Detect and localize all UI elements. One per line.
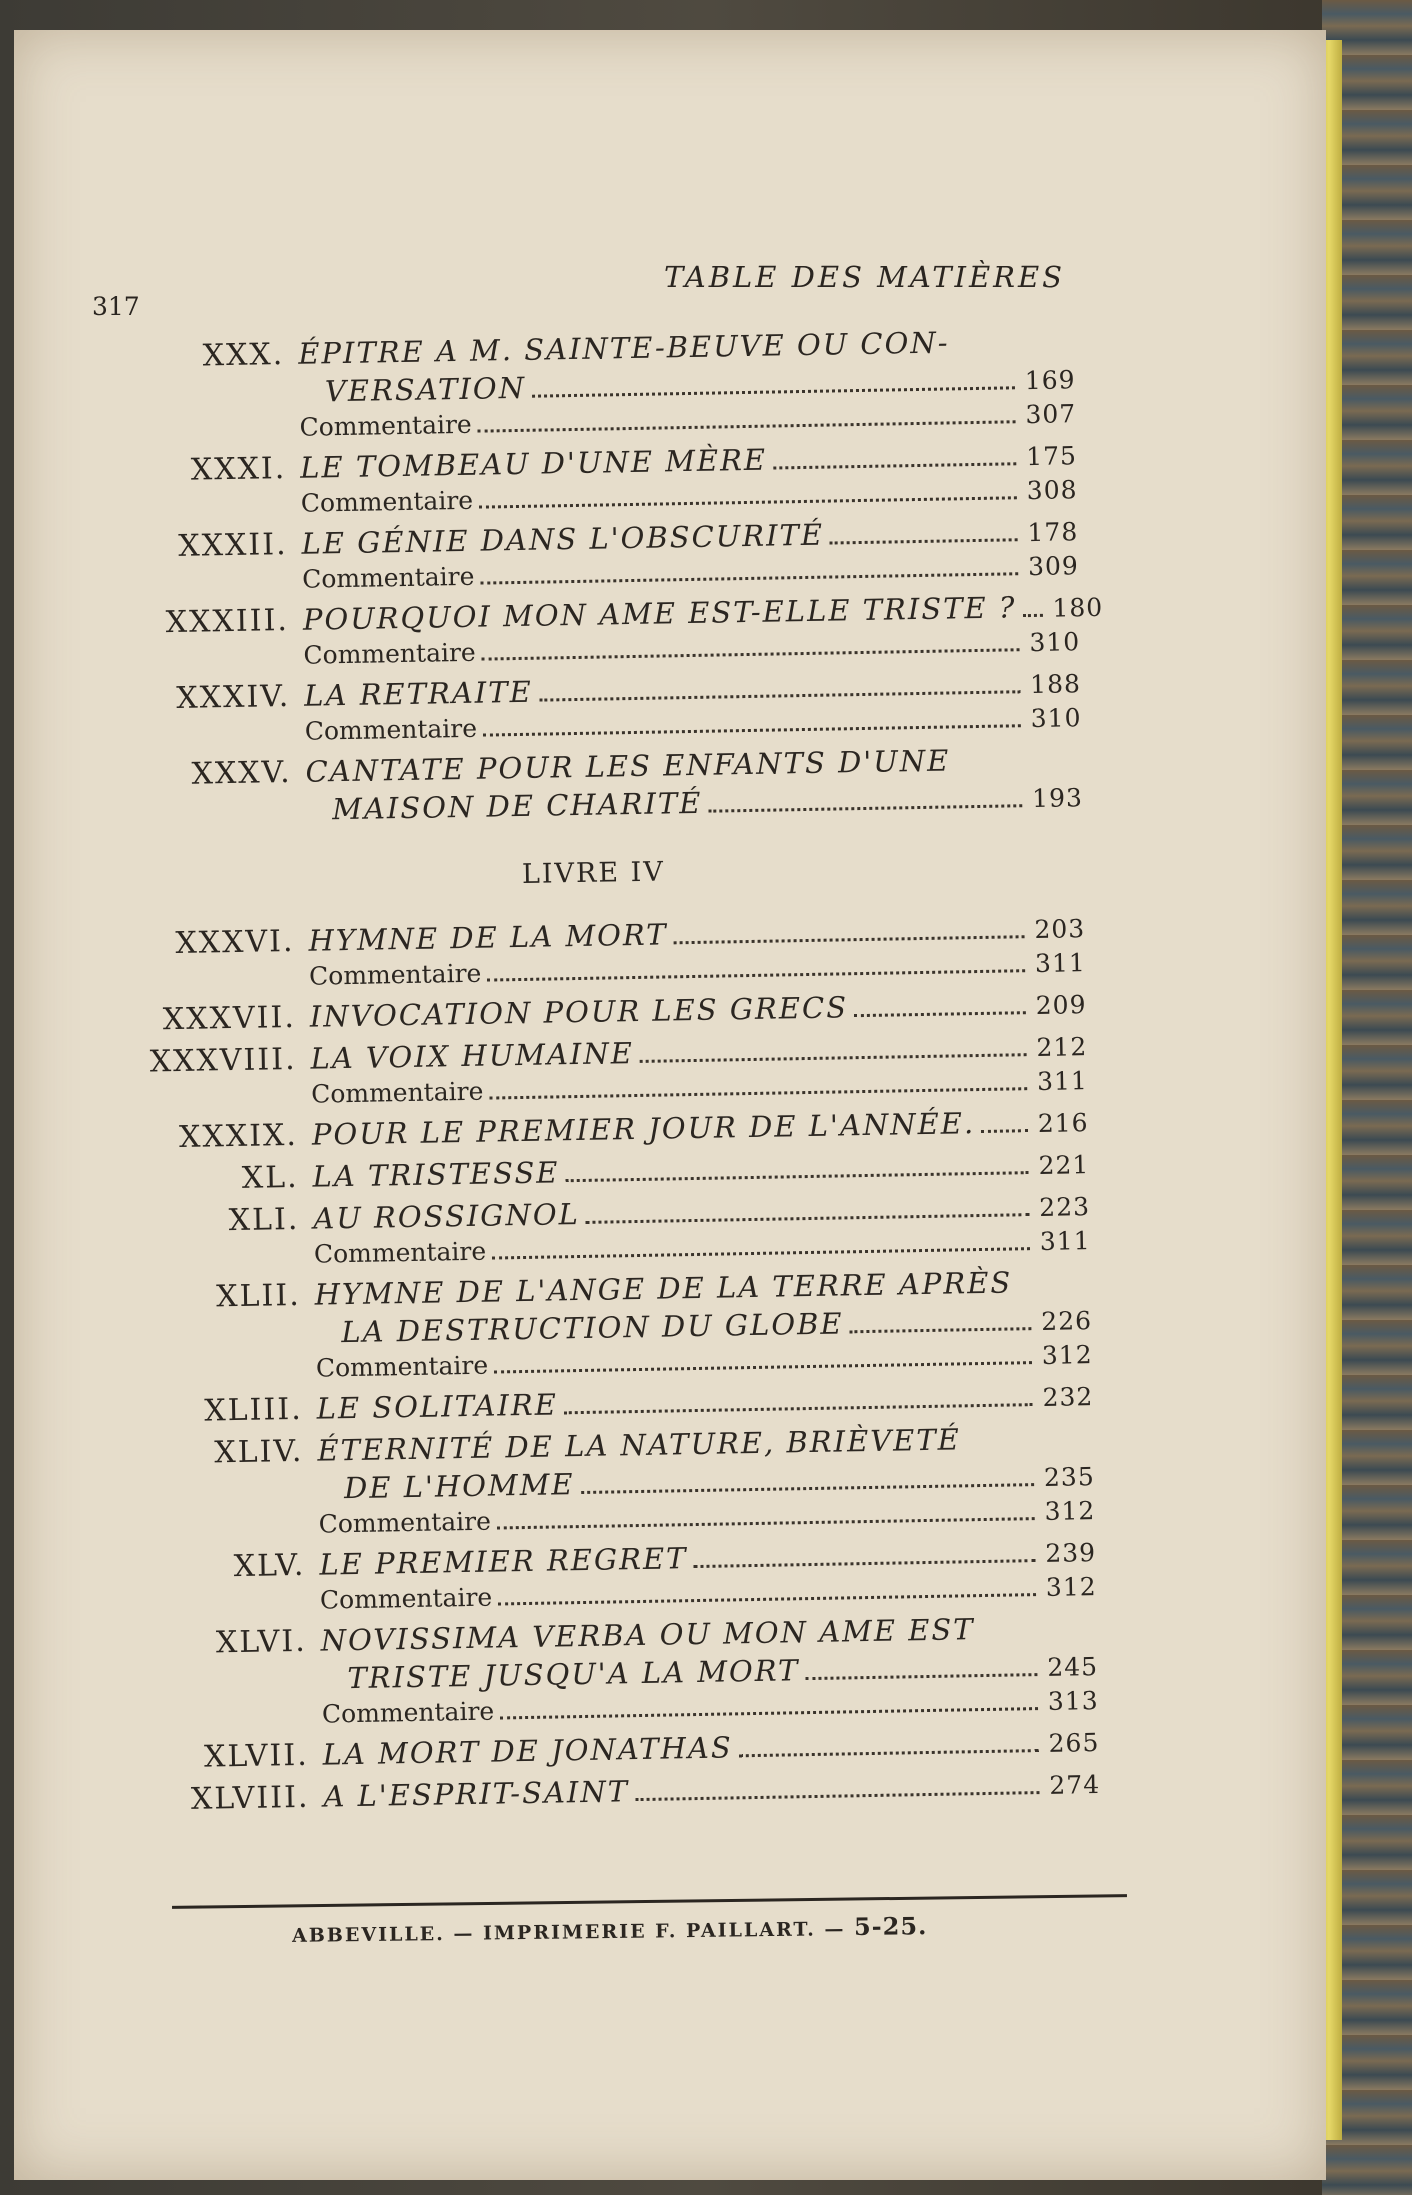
entry-page: 232 [1042,1382,1094,1412]
entry-title: AU ROSSIGNOL [313,1197,581,1236]
entry-title-continuation: TRISTE JUSQU'A LA MORT [347,1653,800,1696]
entry-number: XLI. [228,1201,300,1239]
commentaire-label: Commentaire [308,958,482,991]
spacer [956,768,1111,771]
imprint-date: 5-25. [853,1911,928,1942]
book-page [14,30,1326,2180]
livre-heading: LIVRE IV [521,856,666,890]
entry-number: XXXIV. [176,678,291,716]
entry-number: XXXIX. [178,1117,299,1155]
commentaire-label: Commentaire [319,1582,493,1615]
toc-section-livre-iii [114,323,1122,834]
spacer [981,1637,1127,1640]
spacer [967,1447,1123,1450]
dot-leader [539,690,1020,701]
dot-leader [981,1129,1028,1133]
entry-title: ÉTERNITÉ DE LA NATURE, BRIÈVETÉ [317,1422,962,1468]
commentaire-page: 312 [1044,1496,1096,1526]
imprint-text: ABBEVILLE. — IMPRIMERIE F. PAILLART. — [291,1918,846,1947]
dot-leader [566,1171,1029,1182]
commentaire-label: Commentaire [299,409,472,442]
entry-title: POURQUOI MON AME EST-ELLE TRISTE ? [302,590,1017,637]
entry-title: LE GÉNIE DANS L'OBSCURITÉ [301,517,825,561]
toc-section-livre-iv [124,909,1139,1820]
dot-leader [586,1213,1030,1224]
entry-title: LE SOLITAIRE [316,1387,559,1426]
commentaire-page: 310 [1030,703,1082,734]
entry-title: LE TOMBEAU D'UNE MÈRE [299,442,768,485]
entry-number: XLII. [215,1277,302,1315]
toc-entry [121,740,1122,833]
entry-number: XLIV. [214,1433,304,1471]
entry-title: ÉPITRE A M. SAINTE-BEUVE OU CON- [297,325,950,371]
dot-leader [497,1517,1035,1529]
entry-title: LA RETRAITE [303,674,534,713]
dot-leader [635,1791,1039,1801]
commentaire-page: 308 [1026,475,1078,506]
page-number: 317 [92,292,140,321]
commentaire-label: Commentaire [301,561,475,594]
toc-entry [129,1187,1130,1276]
entry-title-continuation: VERSATION [324,370,527,409]
toc-entry [124,909,1125,998]
commentaire-page: 311 [1039,1226,1091,1256]
commentaire-label: Commentaire [321,1696,495,1729]
toc-entry [120,664,1121,753]
dot-leader [581,1483,1034,1494]
entry-page: 239 [1045,1538,1097,1568]
commentaire-page: 310 [1029,627,1081,658]
footer-rule [172,1894,1127,1909]
entry-title: LA MORT DE JONATHAS [322,1730,733,1772]
entry-page: 178 [1027,517,1079,548]
toc-entry [126,1027,1127,1116]
dot-leader [483,724,1021,736]
entry-page: 235 [1043,1462,1095,1492]
dot-leader [773,462,1016,469]
table-of-contents [114,323,1140,1825]
dot-leader [498,1593,1036,1605]
commentaire-label: Commentaire [310,1076,484,1109]
dot-leader [482,648,1020,660]
dot-leader [674,935,1025,944]
entry-number: XXXVII. [162,999,297,1038]
entry-title: LA VOIX HUMAINE [310,1036,635,1076]
entry-page: 175 [1025,441,1078,472]
commentaire-label: Commentaire [300,485,474,518]
entry-page: 216 [1037,1108,1089,1138]
dot-leader [500,1707,1038,1719]
dot-leader [708,804,1022,812]
entry-number: XXXII. [177,527,288,564]
commentaire-page: 311 [1036,1066,1089,1097]
toc-entry [117,513,1118,602]
entry-page: 212 [1036,1032,1088,1063]
dot-leader [480,572,1018,584]
toc-entry [130,1263,1132,1390]
dot-leader [1023,614,1043,617]
running-title: TABLE DES MATIÈRES [664,260,1066,294]
dot-leader [494,1361,1032,1373]
dot-leader [854,1011,1026,1017]
dot-leader [739,1749,1039,1757]
commentaire-page: 312 [1045,1572,1097,1602]
entry-title-continuation: MAISON DE CHARITÉ [331,785,703,827]
entry-title: POUR LE PREMIER JOUR DE L'ANNÉE. [311,1106,976,1152]
entry-number: XLV. [233,1547,306,1585]
commentaire-page: 309 [1027,551,1080,582]
toc-entry [135,1533,1136,1622]
dot-leader [694,1559,1036,1568]
dot-leader [806,1673,1038,1680]
entry-title: A L'ESPRIT-SAINT [323,1774,630,1814]
toc-entry [114,323,1116,450]
entry-number: XXXVIII. [149,1041,297,1080]
dot-leader [850,1327,1032,1333]
dot-leader [830,538,1018,544]
dot-leader [489,1087,1027,1099]
dot-leader [532,386,1015,397]
spacer [956,350,1105,353]
toc-entry [116,437,1117,526]
entry-title: NOVISSIMA VERBA OU MON AME EST [320,1612,975,1658]
entry-page: 203 [1034,914,1086,945]
commentaire-label: Commentaire [304,713,478,746]
entry-page: 265 [1048,1728,1100,1758]
dot-leader [478,420,1016,432]
entry-number: XLVI. [215,1623,308,1661]
entry-page: 245 [1047,1652,1099,1682]
entry-number: XLVIII. [190,1779,310,1817]
entry-page: 209 [1035,990,1087,1021]
dot-leader [564,1403,1033,1414]
dot-leader [492,1247,1030,1259]
toc-entry [133,1419,1135,1546]
entry-number: XXXIII. [165,602,290,641]
entry-page: 226 [1041,1306,1093,1336]
entry-number: XL. [241,1159,299,1196]
entry-page: 274 [1049,1770,1101,1800]
entry-number: XXXV. [191,754,292,792]
entry-page: 223 [1039,1192,1091,1222]
entry-page: 221 [1038,1150,1090,1180]
commentaire-page: 313 [1047,1686,1099,1716]
toc-entry [136,1609,1138,1736]
commentaire-page: 311 [1034,948,1086,979]
entry-title-continuation: DE L'HOMME [343,1467,575,1506]
entry-number: XLVII. [203,1737,310,1775]
entry-number: XXXVI. [175,923,295,962]
entry-page: 188 [1029,669,1082,700]
commentaire-label: Commentaire [315,1350,489,1383]
dot-leader [479,496,1017,508]
entry-title: LA TRISTESSE [312,1155,560,1194]
commentaire-page: 312 [1041,1340,1093,1370]
entry-title: INVOCATION POUR LES GRECS [309,990,849,1034]
toc-entry [119,589,1120,678]
entry-title: LE PREMIER REGRET [319,1541,688,1582]
commentaire-label: Commentaire [303,637,476,670]
commentaire-page: 307 [1025,399,1077,430]
entry-title: CANTATE POUR LES ENFANTS D'UNE [305,743,951,789]
printer-imprint [292,1911,928,1948]
commentaire-label: Commentaire [313,1236,487,1269]
spacer [1018,1291,1120,1293]
entry-page: 169 [1024,365,1076,396]
entry-title: HYMNE DE LA MORT [308,917,668,958]
dot-leader [640,1053,1027,1063]
entry-title: HYMNE DE L'ANGE DE LA TERRE APRÈS [314,1265,1013,1312]
entry-page: 193 [1031,783,1084,814]
entry-page: 180 [1052,592,1104,623]
entry-title-continuation: LA DESTRUCTION DU GLOBE [341,1306,844,1350]
dot-leader [487,969,1025,981]
entry-number: XLIII. [204,1391,303,1429]
commentaire-label: Commentaire [318,1506,492,1539]
entry-number: XXX. [202,337,285,374]
entry-number: XXXI. [190,451,287,488]
